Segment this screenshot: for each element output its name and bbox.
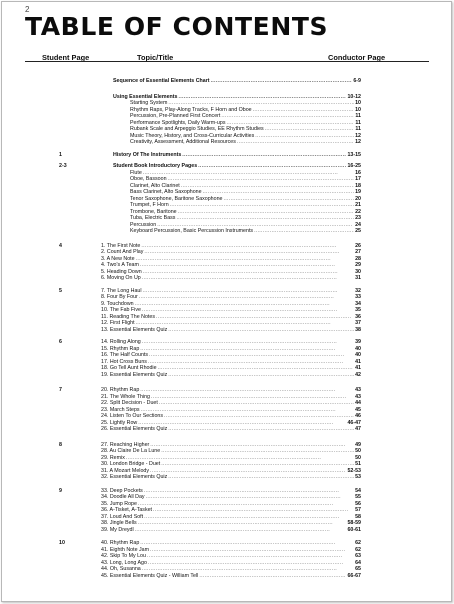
entry-title: Percussion xyxy=(130,221,157,228)
toc-entry xyxy=(130,139,361,146)
entry-title: 37. Loud And Soft xyxy=(101,513,144,520)
entry-title: Performance Spotlights, Daily Warm-ups xyxy=(130,119,226,126)
entry-title: 2. Count And Play xyxy=(101,249,144,255)
entry-title: Sequence of Essential Elements Chart xyxy=(113,78,210,84)
conductor-page-number: 45 xyxy=(355,406,361,413)
entry-title: Student Book Introductory Pages xyxy=(113,163,198,169)
conductor-page-number: 56 xyxy=(355,500,361,507)
conductor-page-number: 46-47 xyxy=(347,419,361,426)
toc-section xyxy=(0,488,454,534)
conductor-page-number: 43 xyxy=(355,393,361,400)
entry-title: Flute xyxy=(130,169,142,176)
conductor-page-number: 40 xyxy=(355,352,361,358)
conductor-page-number: 39 xyxy=(355,339,361,345)
conductor-page-number: 60-61 xyxy=(347,526,361,533)
conductor-page-number: 11 xyxy=(355,119,361,126)
page-title: TABLE OF CONTENTS xyxy=(25,12,329,41)
conductor-page-number: 10-12 xyxy=(347,93,361,100)
toc-entry xyxy=(101,275,361,282)
conductor-page-number: 58-59 xyxy=(347,520,361,526)
toc-section xyxy=(0,540,454,579)
entry-title: 3. A New Note xyxy=(101,255,135,262)
toc-section xyxy=(0,163,454,235)
entry-title: 11. Reading The Notes xyxy=(101,313,155,320)
conductor-page-number: 65 xyxy=(355,566,361,572)
entry-title: Tenor Saxophone, Baritone Saxophone xyxy=(130,195,223,202)
student-page-number: 5 xyxy=(59,287,62,294)
conductor-page-number: 41 xyxy=(355,358,361,365)
entry-title: 45. Essential Elements Quiz - William Tell xyxy=(101,572,199,579)
entry-title: 38. Jingle Bells xyxy=(101,520,137,526)
entry-title: Percussion, Pre-Planned First Concert xyxy=(130,113,221,119)
conductor-page-number: 47 xyxy=(355,426,361,432)
conductor-page-number: 62 xyxy=(355,546,361,553)
dot-leader xyxy=(254,228,354,235)
conductor-page-number: 11 xyxy=(355,113,361,119)
conductor-page-number: 33 xyxy=(355,294,361,300)
conductor-page-number: 24 xyxy=(355,221,361,228)
student-page-number: 6 xyxy=(59,339,62,345)
conductor-page-number: 35 xyxy=(355,307,361,313)
entry-title: 17. Hot Cross Buns xyxy=(101,358,147,365)
entry-title: 28. Au Claire De La Lune xyxy=(101,448,161,454)
conductor-page-number: 10 xyxy=(355,106,361,113)
conductor-page-number: 50 xyxy=(355,454,361,461)
student-page-number: 2-3 xyxy=(59,163,67,169)
entry-title: Rubank Scale and Arpeggio Studies, EE Rhythm Studies xyxy=(130,126,264,132)
conductor-page-number: 12 xyxy=(355,139,361,145)
toc-section xyxy=(0,78,454,85)
conductor-page-number: 50 xyxy=(355,448,361,454)
conductor-page-number: 23 xyxy=(355,215,361,221)
dot-leader xyxy=(168,426,354,433)
page-number: 2 xyxy=(25,5,30,14)
conductor-page-number: 6-9 xyxy=(353,78,361,84)
dot-leader xyxy=(135,527,347,534)
toc-entry xyxy=(113,152,361,159)
conductor-page-number: 63 xyxy=(355,553,361,559)
entry-title: 21. The Whole Thing xyxy=(101,393,150,400)
entry-title: 43. Long, Long Ago xyxy=(101,559,147,566)
entry-title: 1. The First Note xyxy=(101,242,141,249)
conductor-page-number: 34 xyxy=(355,300,361,307)
toc-entry xyxy=(101,372,361,379)
entry-title: Bass Clarinet, Alto Saxophone xyxy=(130,189,202,195)
toc-section xyxy=(0,152,454,159)
student-page-number: 4 xyxy=(59,242,62,249)
toc-entry xyxy=(130,228,361,235)
conductor-page-number: 36 xyxy=(355,313,361,320)
toc-section xyxy=(0,339,454,378)
entry-title: Music Theory, History, and Cross-Curricular Activities xyxy=(130,132,255,139)
conductor-page-number: 11 xyxy=(355,126,361,132)
dot-leader xyxy=(142,275,354,282)
dot-leader xyxy=(168,327,354,334)
entry-title: Rhythm Raps, Play-Along Tracks, F Horn and Oboe xyxy=(130,106,252,113)
toc-entry xyxy=(113,78,361,85)
conductor-page-number: 43 xyxy=(355,387,361,393)
conductor-page-number: 41 xyxy=(355,365,361,371)
header-rule xyxy=(25,61,429,62)
conductor-page-number: 22 xyxy=(355,208,361,215)
entry-title: 8. Four By Four xyxy=(101,294,138,300)
entry-title: 7. The Long Haul xyxy=(101,287,142,294)
entry-title: 35. Jump Rope xyxy=(101,500,137,507)
toc-section xyxy=(0,387,454,433)
entry-title: 25. Lightly Row xyxy=(101,419,138,426)
entry-title: 16. The Half Counts xyxy=(101,352,149,358)
conductor-page-number: 18 xyxy=(355,182,361,189)
conductor-page-number: 27 xyxy=(355,249,361,255)
toc-section xyxy=(0,442,454,481)
entry-title: 13. Essential Elements Quiz xyxy=(101,326,168,333)
conductor-page-number: 66-67 xyxy=(347,572,361,579)
conductor-page-number: 44 xyxy=(355,400,361,406)
entry-title: Keyboard Percussion, Basic Percussion Instruments xyxy=(130,228,254,234)
entry-title: 34. Doodle All Day xyxy=(101,494,145,500)
entry-title: 6. Moving On Up xyxy=(101,275,141,281)
conductor-page-number: 32 xyxy=(355,287,361,294)
toc-entry xyxy=(101,527,361,534)
entry-title: Starting System xyxy=(130,100,168,106)
student-page-number: 1 xyxy=(59,151,62,158)
student-page-number: 10 xyxy=(59,540,65,546)
conductor-page-number: 12 xyxy=(355,132,361,139)
conductor-page-number: 37 xyxy=(355,320,361,326)
column-header-student-page: Student Page xyxy=(42,53,90,62)
toc-entry xyxy=(101,474,361,481)
dot-leader xyxy=(199,573,346,580)
entry-title: Trumpet, F Horn xyxy=(130,202,169,208)
dot-leader xyxy=(211,78,353,85)
conductor-page-number: 40 xyxy=(355,345,361,352)
conductor-page-number: 16-25 xyxy=(347,163,361,169)
conductor-page-number: 16 xyxy=(355,169,361,176)
entry-title: 36. A-Tisket, A-Tasket xyxy=(101,507,153,513)
student-page-number: 8 xyxy=(59,441,62,448)
conductor-page-number: 42 xyxy=(355,371,361,378)
conductor-page-number: 38 xyxy=(355,326,361,333)
conductor-page-number: 49 xyxy=(355,441,361,448)
entry-title: 31. A Mozart Melody xyxy=(101,467,149,474)
conductor-page-number: 26 xyxy=(355,242,361,249)
entry-title: 42. Skip To My Lou xyxy=(101,553,146,559)
conductor-page-number: 46 xyxy=(355,413,361,419)
conductor-page-number: 54 xyxy=(355,487,361,494)
entry-title: Using Essential Elements xyxy=(113,93,178,100)
conductor-page-number: 17 xyxy=(355,176,361,182)
entry-title: Tuba, Electric Bass xyxy=(130,215,176,221)
entry-title: 9. Touchdown xyxy=(101,300,134,307)
entry-title: 4. Two's A Team xyxy=(101,262,139,268)
entry-title: 14. Rolling Along xyxy=(101,339,141,345)
entry-title: 20. Rhythm Rap xyxy=(101,387,140,393)
dot-leader xyxy=(237,139,354,146)
dot-leader xyxy=(168,474,354,481)
entry-title: 26. Essential Elements Quiz xyxy=(101,426,168,432)
conductor-page-number: 51 xyxy=(355,461,361,467)
conductor-page-number: 29 xyxy=(355,262,361,268)
toc-section xyxy=(0,288,454,334)
entry-title: 44. Oh, Susanna xyxy=(101,566,141,572)
entry-title: Creativity, Assessment, Additional Resources xyxy=(130,139,236,145)
toc-list xyxy=(0,72,454,579)
entry-title: Oboe, Bassoon xyxy=(130,176,167,182)
student-page-number: 7 xyxy=(59,387,62,393)
entry-title: 5. Heading Down xyxy=(101,268,142,275)
entry-title: 15. Rhythm Rap xyxy=(101,345,140,352)
entry-title: 39. My Dreydl xyxy=(101,526,134,533)
column-header-topic-title: Topic/Title xyxy=(137,53,174,62)
entry-title: Trombone, Baritone xyxy=(130,208,177,215)
conductor-page-number: 53 xyxy=(355,474,361,480)
toc-entry xyxy=(101,573,361,580)
dot-leader xyxy=(182,152,346,159)
entry-title: 12. First Flight xyxy=(101,320,135,326)
entry-title: 18. Go Tell Aunt Rhodie xyxy=(101,365,157,371)
conductor-page-number: 62 xyxy=(355,540,361,546)
entry-title: 40. Rhythm Rap xyxy=(101,540,140,546)
student-page-number: 9 xyxy=(59,487,62,494)
entry-title: History Of The Instruments xyxy=(113,151,182,158)
toc-entry xyxy=(101,327,361,334)
dot-leader xyxy=(168,372,354,379)
entry-title: Clarinet, Alto Clarinet xyxy=(130,182,180,189)
conductor-page-number: 57 xyxy=(355,507,361,513)
conductor-page-number: 28 xyxy=(355,255,361,262)
entry-title: 32. Essential Elements Quiz xyxy=(101,474,168,480)
conductor-page-number: 52-53 xyxy=(347,467,361,474)
entry-title: 23. March Steps xyxy=(101,406,140,413)
column-header-conductor-page: Conductor Page xyxy=(328,53,386,62)
entry-title: 29. Remix xyxy=(101,454,125,461)
conductor-page-number: 55 xyxy=(355,494,361,500)
toc-entry xyxy=(101,426,361,433)
entry-title: 27. Reaching Higher xyxy=(101,441,150,448)
toc-section xyxy=(0,243,454,282)
conductor-page-number: 64 xyxy=(355,559,361,566)
entry-title: 10. The Fab Five xyxy=(101,307,141,313)
conductor-page-number: 10 xyxy=(355,100,361,106)
conductor-page-number: 20 xyxy=(355,195,361,202)
conductor-page-number: 58 xyxy=(355,513,361,520)
entry-title: 33. Deep Pockets xyxy=(101,487,143,494)
entry-title: 41. Eighth Note Jam xyxy=(101,546,149,553)
conductor-page-number: 19 xyxy=(355,189,361,195)
conductor-page-number: 25 xyxy=(355,228,361,234)
conductor-page-number: 31 xyxy=(355,275,361,281)
entry-title: 22. Split Decision - Duet xyxy=(101,400,158,406)
entry-title: 24. Listen To Our Sections xyxy=(101,413,164,419)
conductor-page-number: 21 xyxy=(355,202,361,208)
entry-title: 30. London Bridge - Duet xyxy=(101,461,161,467)
conductor-page-number: 13-15 xyxy=(347,151,361,158)
entry-title: 19. Essential Elements Quiz xyxy=(101,371,168,378)
toc-section xyxy=(0,94,454,146)
conductor-page-number: 30 xyxy=(355,268,361,275)
